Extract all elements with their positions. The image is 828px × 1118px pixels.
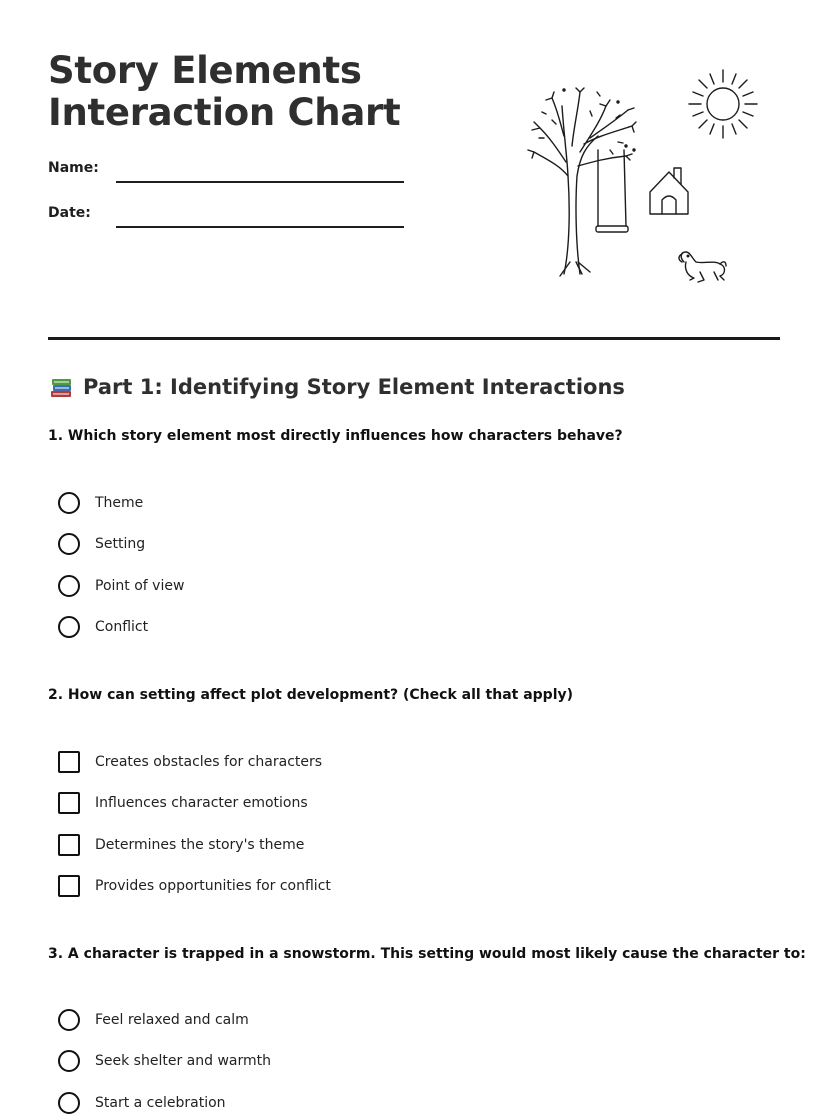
option-label: Point of view bbox=[95, 578, 185, 594]
radio-button[interactable] bbox=[58, 1009, 80, 1031]
date-line[interactable] bbox=[116, 226, 404, 228]
section-title-part1 bbox=[48, 374, 625, 400]
books-icon bbox=[48, 374, 74, 400]
name-label: Name: bbox=[48, 160, 99, 176]
option-label: Provides opportunities for conflict bbox=[95, 878, 331, 894]
q3-option-shelter[interactable] bbox=[58, 1049, 271, 1073]
option-label: Theme bbox=[95, 495, 144, 511]
option-label: Seek shelter and warmth bbox=[95, 1053, 271, 1069]
radio-button[interactable] bbox=[58, 616, 80, 638]
option-label: Creates obstacles for characters bbox=[95, 754, 323, 770]
checkbox[interactable] bbox=[58, 834, 80, 856]
house-icon bbox=[650, 168, 688, 214]
option-label: Setting bbox=[95, 536, 146, 552]
swing-icon bbox=[596, 150, 628, 232]
option-label: Start a celebration bbox=[95, 1095, 226, 1111]
part1-title-text: Part 1: Identifying Story Element Interactions bbox=[83, 375, 625, 399]
question-3: 3. A character is trapped in a snowstorm. This setting would most likely cause the character to: bbox=[48, 946, 806, 962]
option-label: Determines the story's theme bbox=[95, 837, 305, 853]
option-label: Conflict bbox=[95, 619, 149, 635]
q2-option-emotions[interactable] bbox=[58, 791, 308, 815]
radio-button[interactable] bbox=[58, 1050, 80, 1072]
q2-option-theme[interactable] bbox=[58, 833, 304, 857]
page-title bbox=[48, 50, 400, 134]
story-illustration bbox=[520, 66, 760, 296]
q1-option-point-of-view[interactable] bbox=[58, 574, 184, 598]
q3-option-relaxed[interactable] bbox=[58, 1008, 249, 1032]
q1-option-theme[interactable] bbox=[58, 491, 143, 515]
radio-button[interactable] bbox=[58, 492, 80, 514]
radio-button[interactable] bbox=[58, 1092, 80, 1114]
radio-button[interactable] bbox=[58, 575, 80, 597]
q2-option-obstacles[interactable] bbox=[58, 750, 322, 774]
option-label: Feel relaxed and calm bbox=[95, 1012, 249, 1028]
checkbox[interactable] bbox=[58, 751, 80, 773]
q3-option-celebration[interactable] bbox=[58, 1091, 226, 1115]
question-2: 2. How can setting affect plot development? (Check all that apply) bbox=[48, 687, 574, 703]
question-1: 1. Which story element most directly influences how characters behave? bbox=[48, 428, 623, 444]
title-line-2: Interaction Chart bbox=[48, 91, 401, 134]
title-line-1: Story Elements bbox=[48, 49, 362, 92]
option-label: Influences character emotions bbox=[95, 795, 308, 811]
q1-option-setting[interactable] bbox=[58, 532, 145, 556]
name-line[interactable] bbox=[116, 181, 404, 183]
checkbox[interactable] bbox=[58, 875, 80, 897]
q1-option-conflict[interactable] bbox=[58, 615, 148, 639]
date-field[interactable] bbox=[48, 205, 408, 229]
sun-icon bbox=[689, 70, 757, 138]
q2-option-conflict[interactable] bbox=[58, 874, 331, 898]
radio-button[interactable] bbox=[58, 533, 80, 555]
name-field[interactable] bbox=[48, 160, 408, 184]
section-divider bbox=[48, 337, 780, 340]
dog-icon bbox=[679, 252, 726, 282]
checkbox[interactable] bbox=[58, 792, 80, 814]
date-label: Date: bbox=[48, 205, 91, 221]
tree-icon bbox=[528, 88, 636, 276]
